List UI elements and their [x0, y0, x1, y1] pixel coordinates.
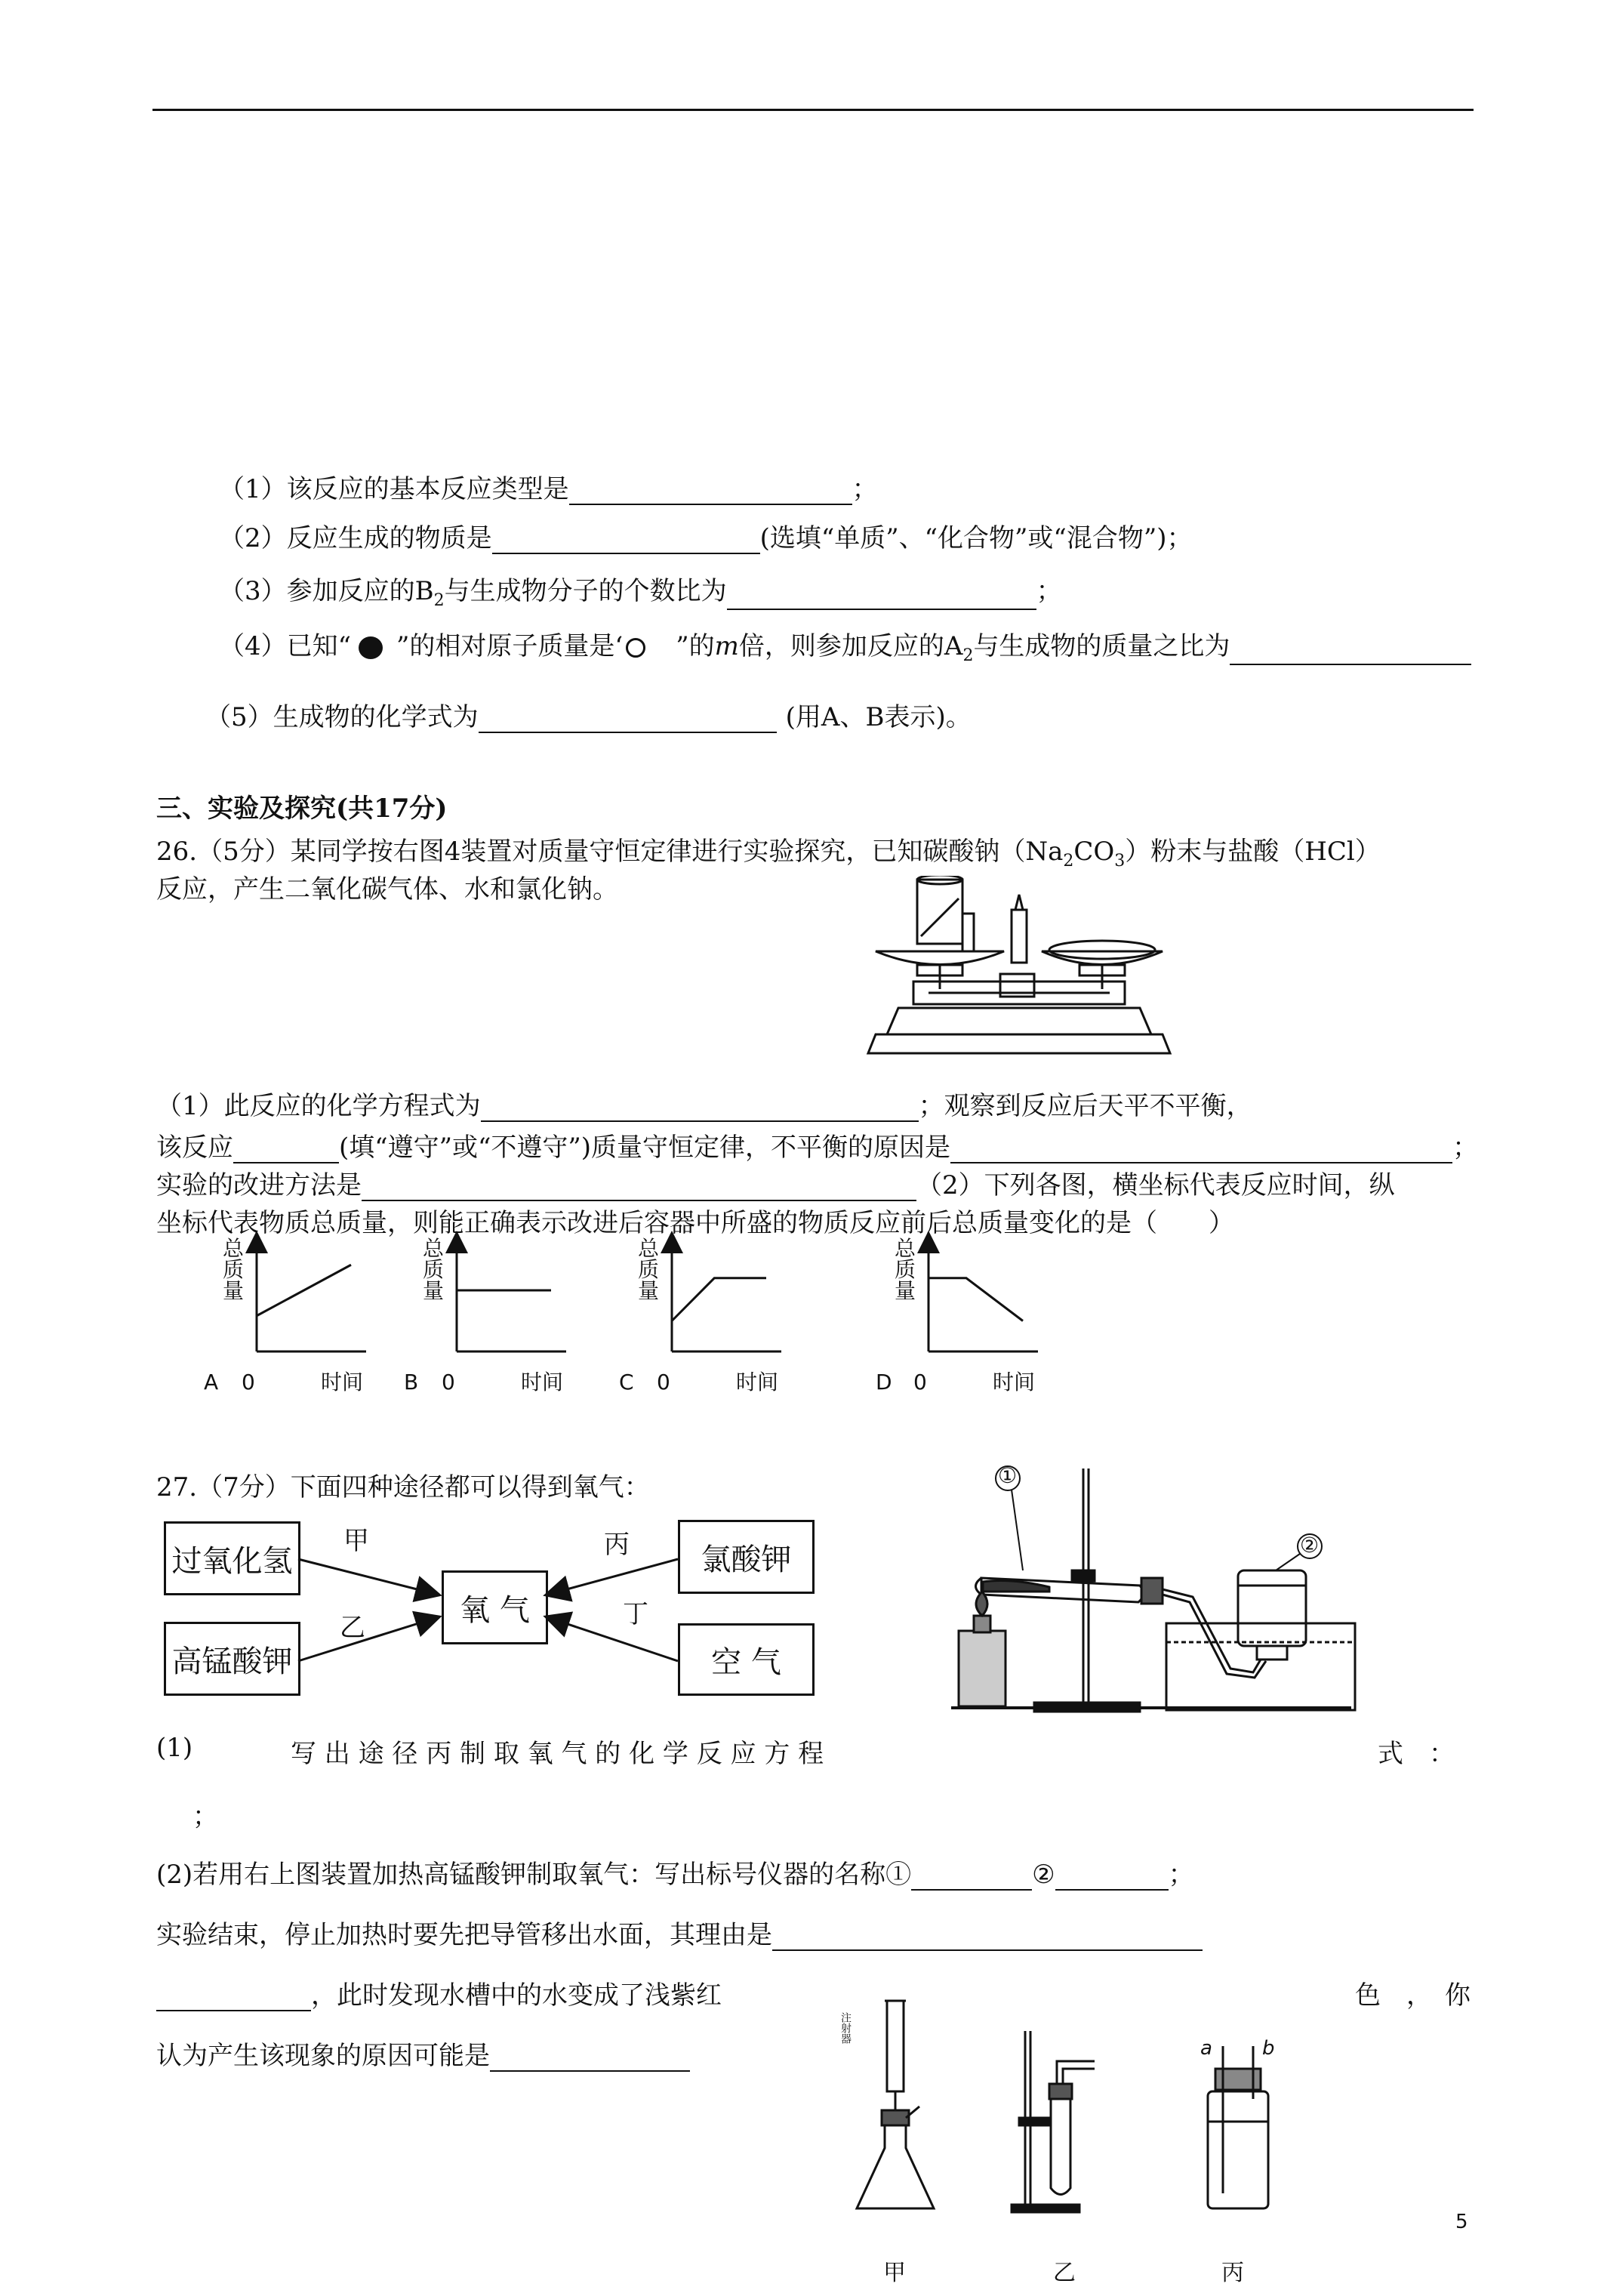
answer-blank[interactable]: [569, 475, 852, 505]
q26-part1-line1: [156, 1085, 1252, 1122]
section-title: 三、实验及探究(共17分): [156, 794, 448, 824]
syringe-label: 注射器: [839, 2012, 852, 2044]
question-text: ；: [1036, 576, 1062, 606]
header-rule: [152, 109, 1474, 111]
q26-intro-line2: 反应，产生二氧化碳气体、水和氯化钠。: [156, 874, 618, 905]
chart-option-label: A: [204, 1370, 219, 1395]
box-potassium-chlorate: 氯酸钾: [678, 1520, 815, 1594]
page-number: 5: [1455, 2211, 1468, 2233]
chart-option-label: D: [876, 1370, 892, 1395]
box-oxygen: 氧 气: [442, 1570, 548, 1644]
question-text: ；: [852, 474, 878, 504]
answer-blank[interactable]: [727, 580, 1036, 610]
series-line: [929, 1278, 1023, 1321]
q27-intro: 27.（7分）下面四种途径都可以得到氧气：: [156, 1472, 650, 1502]
variable-m: m: [714, 631, 739, 661]
question-text: （2）下列各图，横坐标代表反应时间，纵: [916, 1170, 1395, 1200]
answer-blank[interactable]: [490, 2042, 690, 2072]
subscript: 2: [433, 590, 445, 610]
answer-blank[interactable]: [156, 1981, 311, 2011]
figure-label-bing: 丙: [1221, 2260, 1244, 2286]
q27-part2-line1: [156, 1854, 1194, 1891]
chart-option-label: B: [404, 1370, 419, 1395]
q26-part1-line2: [156, 1126, 1478, 1163]
y-axis-label-char: 总: [223, 1236, 245, 1261]
black-atom-icon: [359, 636, 383, 659]
answer-blank[interactable]: [479, 703, 777, 733]
question-text: ，此时发现水槽中的水变成了浅紫红: [311, 1980, 722, 2011]
q27-part2-line4: [156, 2035, 690, 2072]
answer-blank-instrument-one[interactable]: [911, 1860, 1032, 1891]
q26-part2-line2: 坐标代表物质总质量，则能正确表示改进后容器中所盛的物质反应前后总质量变化的是（ ）: [156, 1208, 1234, 1238]
q25-part3: [219, 570, 1062, 610]
question-text: 倍，则参加反应的A: [738, 631, 963, 661]
mass-time-chart-c: [589, 1238, 823, 1435]
question-text: 该反应的基本反应类型是: [286, 474, 569, 504]
port-label-a: a: [1200, 2037, 1212, 2060]
origin-label: 0: [657, 1370, 670, 1395]
answer-blank[interactable]: [481, 1092, 919, 1122]
x-axis-label: 时间: [736, 1370, 779, 1395]
part-number: （3）: [219, 576, 287, 606]
question-text: (选填“单质”、“化合物”或“混合物”)；: [759, 523, 1193, 553]
y-axis-label-char: 质: [223, 1257, 245, 1282]
answer-blank[interactable]: [772, 1921, 1203, 1951]
question-text: (用A、B表示)。: [785, 702, 972, 732]
subscript: 3: [1114, 851, 1126, 871]
q25-part1: [219, 468, 878, 505]
y-axis-label-char: 总: [638, 1236, 660, 1261]
mass-time-chart-a: [174, 1238, 408, 1435]
series-line: [257, 1265, 351, 1316]
origin-label: 0: [442, 1370, 455, 1395]
q25-part2: [219, 517, 1192, 554]
answer-blank-instrument-two[interactable]: [1055, 1860, 1169, 1891]
box-air: 空 气: [678, 1623, 815, 1696]
q27-part1-semicolon: ；: [192, 1801, 218, 1832]
apparatus-label-one: ①: [998, 1463, 1018, 1488]
y-axis-label-char: 量: [638, 1278, 660, 1303]
q25-part5: [205, 696, 972, 733]
white-atom-icon: [626, 638, 645, 658]
question-text: CO: [1073, 837, 1115, 867]
q26-intro-line1: [156, 831, 1381, 871]
question-text: 该反应: [156, 1133, 233, 1163]
answer-blank[interactable]: [492, 524, 760, 554]
question-text: ②: [1032, 1860, 1055, 1890]
answer-blank[interactable]: [1230, 635, 1471, 665]
y-axis-label-char: 总: [895, 1236, 916, 1261]
question-text: 反应生成的物质是: [286, 523, 492, 553]
q27-part2-line2: [156, 1914, 1203, 1951]
x-axis-label: 时间: [521, 1370, 564, 1395]
figure-label-jia: 甲: [883, 2260, 906, 2286]
x-axis-label: 时间: [321, 1370, 364, 1395]
question-text: (填“遵守”或“不遵守”)质量守恒定律，不平衡的原因是: [339, 1133, 951, 1163]
q27-part1-text: 写 出 途 径 丙 制 取 氧 气 的 化 学 反 应 方 程: [291, 1739, 824, 1769]
question-text: ；: [1452, 1133, 1479, 1163]
y-axis-label-char: 量: [895, 1278, 916, 1303]
apparatus-label-two: ②: [1300, 1533, 1320, 1558]
bottom-apparatus-figures: [838, 1986, 1321, 2242]
balance-scale-figure: [861, 876, 1185, 1061]
y-axis-label-char: 质: [423, 1257, 445, 1282]
origin-label: 0: [913, 1370, 927, 1395]
oxygen-collection-apparatus: [936, 1465, 1381, 1721]
q27-part1-num: (1): [156, 1733, 193, 1763]
part-number: （4）: [219, 631, 287, 661]
q25-part4: [219, 625, 1471, 665]
route-label-yi: 乙: [340, 1613, 365, 1643]
part-number: （2）: [219, 523, 287, 553]
chart-option-label: C: [619, 1370, 634, 1395]
question-text: 与生成物的质量之比为: [973, 631, 1230, 661]
route-label-jia: 甲: [343, 1526, 369, 1556]
port-label-b: b: [1262, 2037, 1275, 2060]
question-text: 生成物的化学式为: [273, 702, 479, 732]
box-hydrogen-peroxide: 过氧化氢: [164, 1521, 300, 1595]
question-text: （1）此反应的化学方程式为: [156, 1091, 481, 1121]
q26-part1-line3: [156, 1164, 1395, 1201]
x-axis-label: 时间: [993, 1370, 1036, 1395]
figure-label-yi: 乙: [1053, 2260, 1076, 2286]
question-text: ”的: [676, 631, 715, 661]
route-label-bing: 丙: [604, 1530, 630, 1560]
y-axis-label-char: 质: [895, 1257, 916, 1282]
series-line: [672, 1278, 766, 1321]
q27-part1-end: 式 ：: [1378, 1739, 1455, 1769]
box-potassium-permanganate: 高锰酸钾: [164, 1622, 300, 1696]
question-text: 参加反应的B: [286, 576, 434, 606]
answer-blank[interactable]: [950, 1133, 1452, 1163]
question-text: ”的相对原子质量是‘: [396, 631, 624, 661]
mass-time-chart-b: [374, 1238, 608, 1435]
subscript: 2: [962, 646, 974, 665]
q27-part2-line3: [156, 1974, 722, 2011]
question-text: 26.（5分）某同学按右图4装置对质量守恒定律进行实验探究，已知碳酸钠（Na: [156, 837, 1064, 867]
question-text: 认为产生该现象的原因可能是: [156, 2041, 490, 2071]
answer-blank[interactable]: [233, 1133, 339, 1163]
question-text: 实验的改进方法是: [156, 1170, 362, 1200]
answer-blank[interactable]: [362, 1171, 916, 1201]
question-text: 已知“: [286, 631, 352, 661]
y-axis-label-char: 量: [223, 1278, 245, 1303]
question-text: ）粉末与盐酸（HCl）: [1125, 837, 1381, 867]
route-label-ding: 丁: [623, 1599, 648, 1629]
question-text: 与生成物分子的个数比为: [444, 576, 727, 606]
part-number: （5）: [205, 702, 273, 732]
mass-time-chart-d: [845, 1238, 1079, 1435]
y-axis-label-char: 质: [638, 1257, 660, 1282]
subscript: 2: [1063, 851, 1074, 871]
y-axis-label-char: 总: [423, 1236, 445, 1261]
question-text: (2)若用右上图装置加热高锰酸钾制取氧气：写出标号仪器的名称①: [156, 1860, 912, 1890]
question-text: ；观察到反应后天平不平衡，: [918, 1091, 1252, 1121]
origin-label: 0: [242, 1370, 255, 1395]
q27-part2-line3-end: 色 ， 你: [1355, 1980, 1471, 2011]
part-number: （1）: [219, 474, 287, 504]
y-axis-label-char: 量: [423, 1278, 445, 1303]
question-text: 实验结束，停止加热时要先把导管移出水面，其理由是: [156, 1920, 772, 1950]
question-text: ；: [1168, 1860, 1194, 1890]
